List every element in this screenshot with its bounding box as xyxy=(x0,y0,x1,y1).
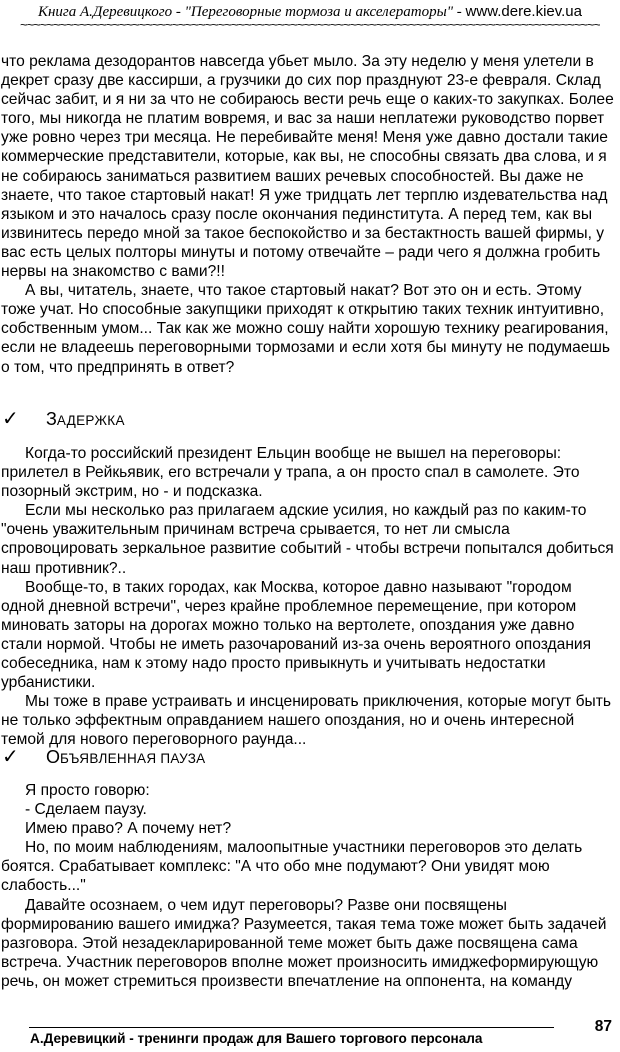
paragraph: Но, по моим наблюдениям, малоопытные участники переговоров это делать боятся. Срабатывает комплекс: "А что обо мне подумают? Они увидят мою слабость..." xyxy=(1,839,583,895)
heading-rest: БЪЯВЛЕННАЯ ПАУЗА xyxy=(60,751,206,766)
paragraph: Если мы несколько раз прилагаем адские усилия, но каждый раз по каким-то "очень уважительным причинам встреча срывается, то нет ли смысла спровоцировать зеркальное развитие событий - чтобы встречи попытался добиться наш противник?.. xyxy=(1,502,614,577)
checkmark-icon: ✓ xyxy=(2,406,19,430)
page-number: 87 xyxy=(594,1018,612,1035)
section-pause-text xyxy=(1,781,619,991)
website-link[interactable]: www.dere.kiev.ua xyxy=(465,3,582,20)
book-title: Книга А.Деревицкого - "Переговорные тормоза и акселераторы" - xyxy=(37,4,466,20)
paragraph: А вы, читатель, знаете, что такое стартовый накат? Вот это он и есть. Этому тоже учат. Но способные закупщики приходят к открытию таких техник интуитивно, собственным умом... Так как же можно сошу найти хорошую технику реагирования, если не владеешь переговорными тормозами и если хотя бы минуту не подумаешь о том, что предпринять в ответ? xyxy=(1,282,611,376)
checkmark-icon: ✓ xyxy=(2,744,19,768)
paragraph: Давайте осознаем, о чем идут переговоры? Разве они посвящены формированию вашего имиджа? Разумеется, такая тема тоже может быть задачей разговора. Этой незадекларированной теме может быть даже посвящена сама встреча. Участник переговоров вполне может произносить имиджеформирующую речь, он может стремиться произвести впечатление на оппонента, на команду xyxy=(1,896,607,990)
paragraph: Мы тоже в праве устраивать и инсценировать приключения, которые могут быть не только эффектным оправданием нашего опоздания, но и очень интересной темой для нового переговорного раунда... xyxy=(1,693,612,749)
section-delay-text xyxy=(1,444,619,750)
footer-rule xyxy=(29,1027,554,1028)
paragraph: Имею право? А почему нет? xyxy=(25,820,232,838)
paragraph: Я просто говорю: xyxy=(25,782,150,799)
intro-text xyxy=(1,52,619,377)
footer-text: А.Деревицкий - тренинги продаж для Вашего торгового персонала xyxy=(30,1031,483,1046)
section-heading-pause xyxy=(2,744,205,768)
paragraph: что реклама дезодорантов навсегда убьет мыло. За эту неделю у меня улетели в декрет сразу две кассирши, а грузчики до сих пор празднуют 23-е февраля. Склад сейчас забит, и я ни за что не собираюсь вести речь еще о каких-то закупках. Более того, мы никогда не платим вовремя, и вас за наши неплатежи руководство порвет уже ровно через три месяца. Не перебивайте меня! Меня уже давно достали такие коммерческие представители, которые, как вы, не способны связать два слова, и я не собираюсь заниматься развитием ваших речевых способностей. Вы даже не знаете, что такое стартовый накат! Я уже тридцать лет терплю издевательства над языком и это началось сразу после окончания пединститута. А перед тем, как вы извинитесь передо мной за такое беспокойство и за бестактность вашей фирмы, у вас есть целых полторы минуты и потому отвечайте – ради чего я должна гробить нервы на знакомство с вами?!! xyxy=(1,53,614,281)
paragraph: - Сделаем паузу. xyxy=(25,801,147,819)
heading-initial: О xyxy=(46,747,61,767)
paragraph: Когда-то российский президент Ельцин вообще не вышел на переговоры: прилетел в Рейкьявик, его встречали у трапа, а он просто спал в самолете. Это позорный экстрим, но - и подсказка. xyxy=(1,445,580,501)
section-heading-delay xyxy=(2,406,125,430)
header-divider: ~~~~~~~~~~~~~~~~~~~~~~~~~~~~~~~~~~~~~~~~~~~~~~~~~~~~~~~~~~~~~~~~~~~~~~~~~~~~~~~~~~~~~~~~ xyxy=(20,17,600,32)
heading-rest: АДЕРЖКА xyxy=(56,413,125,428)
paragraph: Вообще-то, в таких городах, как Москва, которое давно называют "городом одной дневной встречи", через крайне проблемное перемещение, при котором миновать заторы на дорогах можно только на вертолете, опоздания уже давно стали нормой. Чтобы не иметь разочарований из-за очень вероятного опоздания собеседника, нам к этому надо просто привыкнуть и учитывать недостатки урбанистики. xyxy=(1,578,592,692)
heading-initial: З xyxy=(46,409,57,429)
